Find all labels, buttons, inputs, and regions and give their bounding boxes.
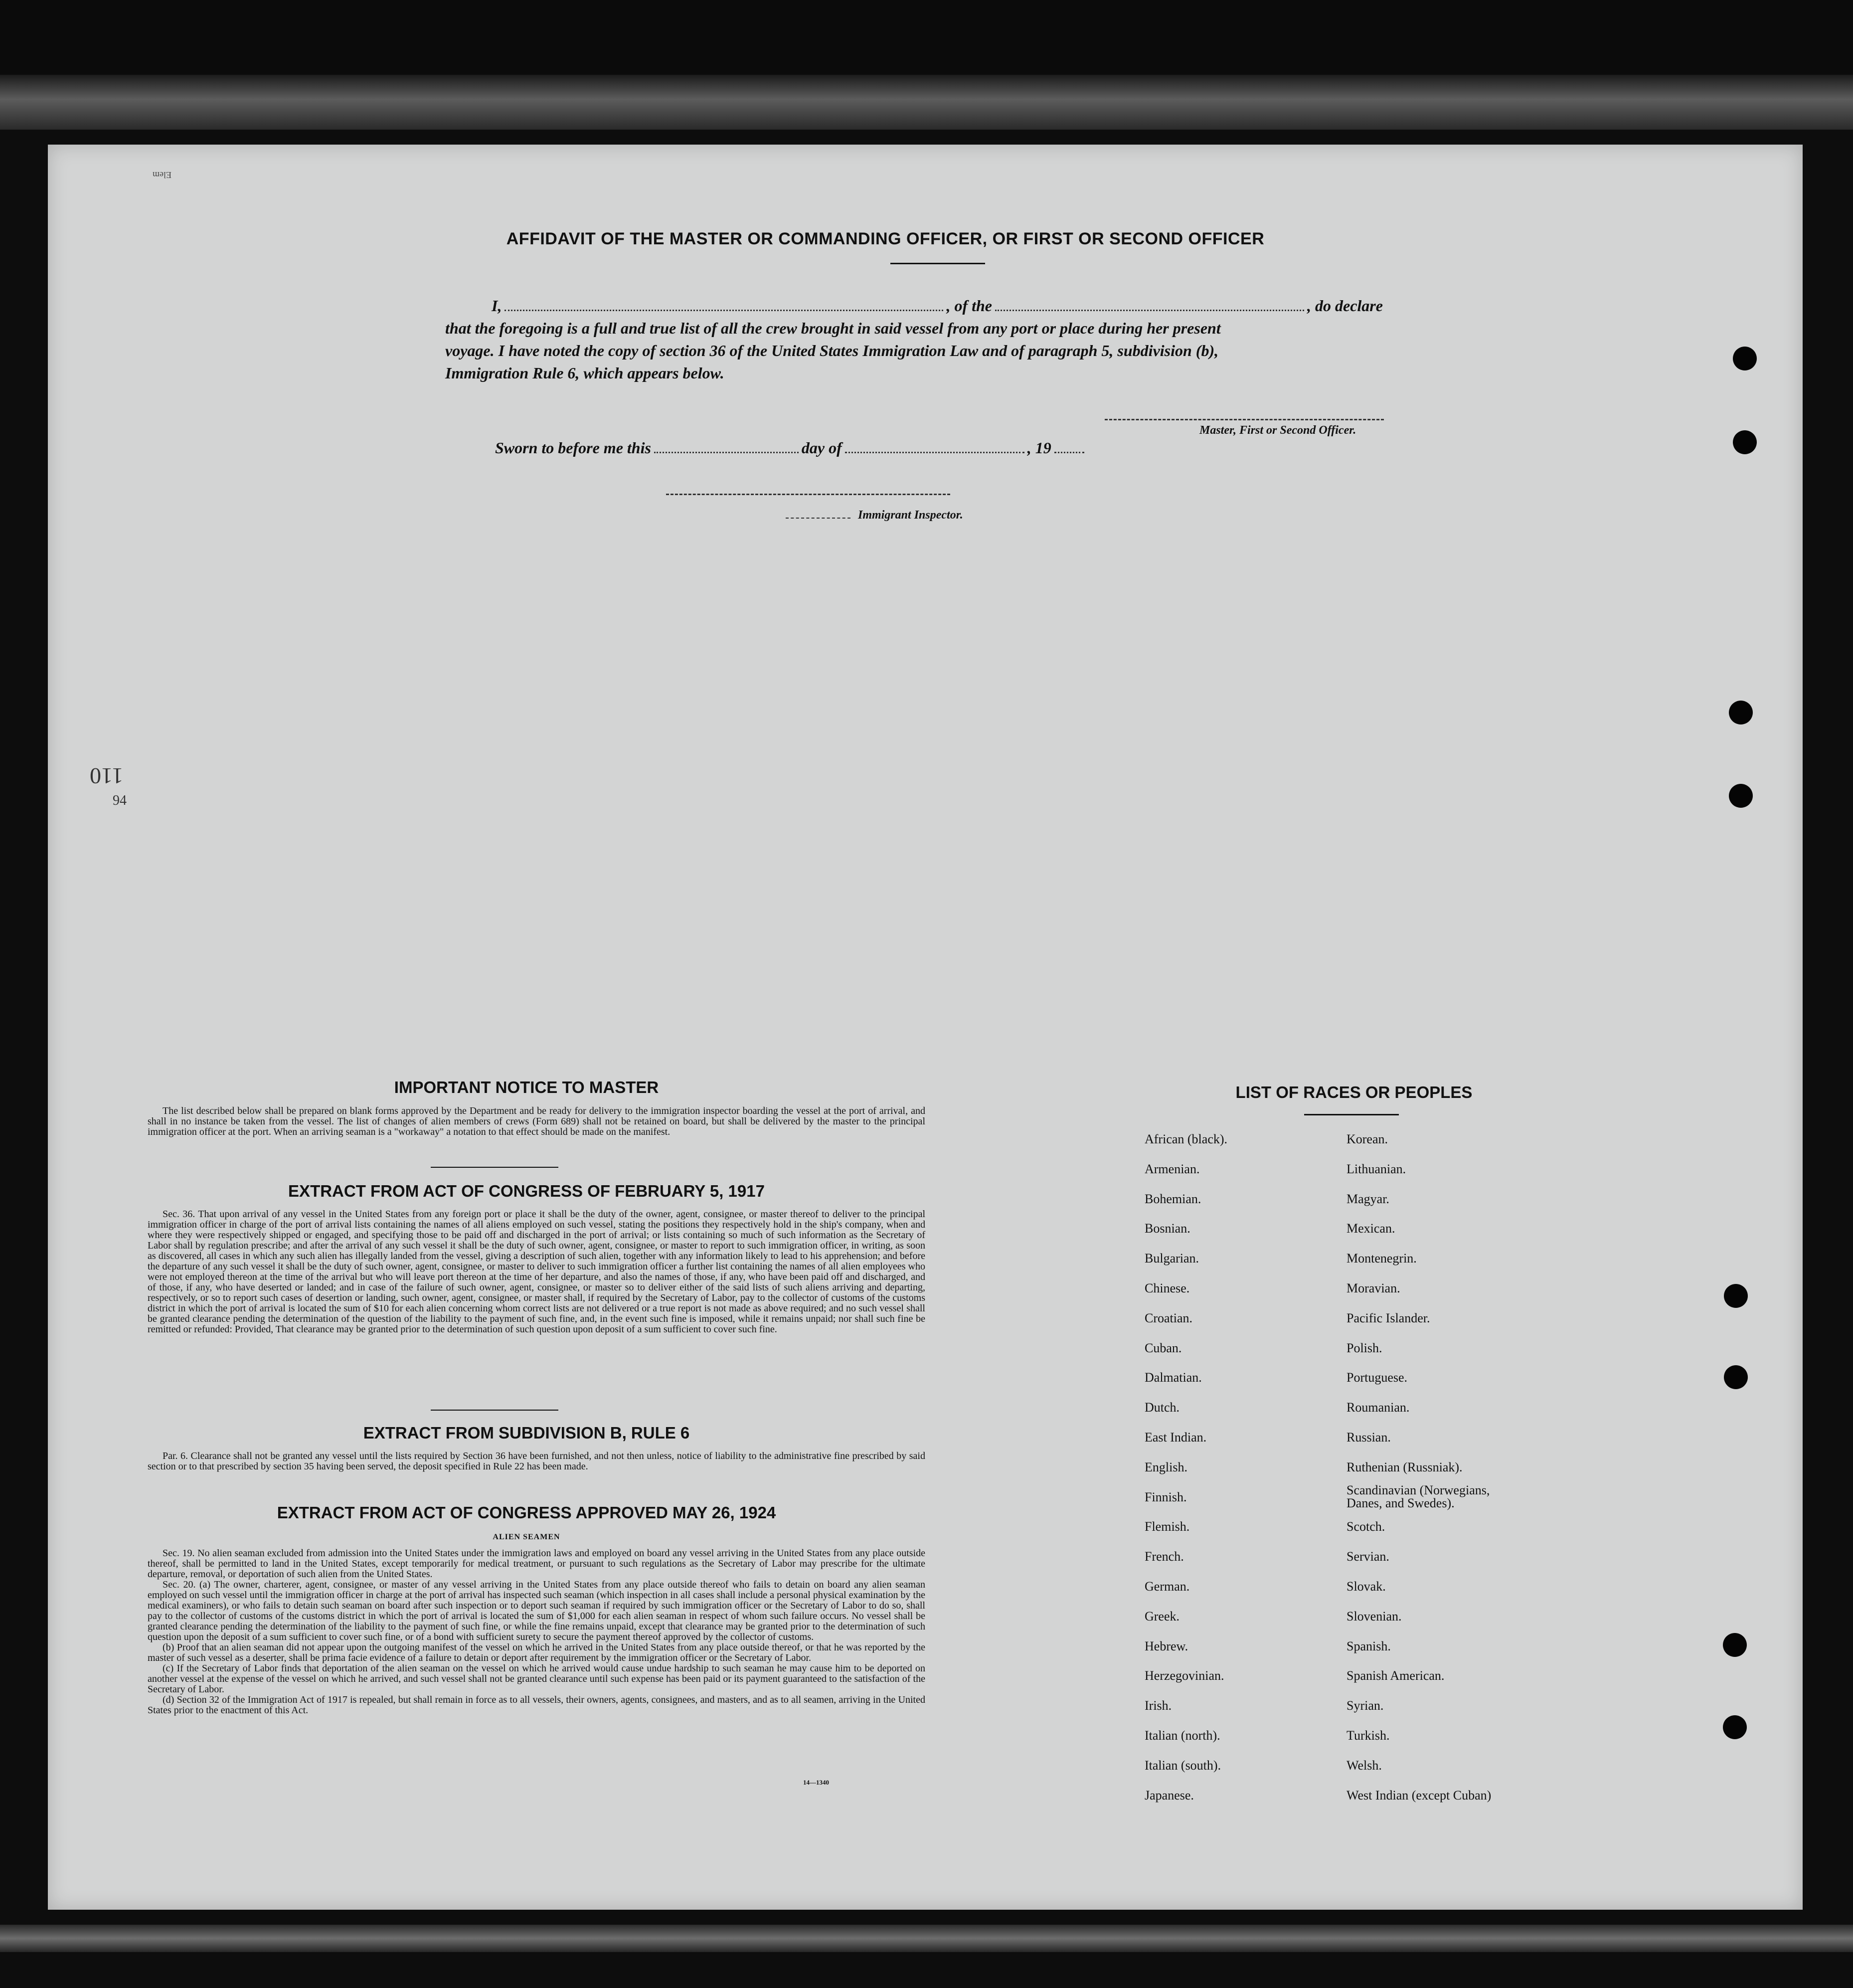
punch-hole [1723,1633,1747,1657]
people-item: Roumanian. [1347,1400,1410,1415]
sworn-month-blank[interactable] [845,452,1024,453]
people-item: English. [1145,1459,1187,1474]
punch-hole [1729,701,1753,724]
people-item: Italian (south). [1145,1758,1221,1773]
title-divider [890,263,985,264]
of-the-label: , of the [946,297,992,315]
affidavit-title: AFFIDAVIT OF THE MASTER OR COMMANDING OFFICER, OR FIRST OR SECOND OFFICER [506,229,1265,248]
extract-rule6-paragraph: Par. 6. Clearance shall not be granted any vessel until the lists required by Section 36 have been furnished, and not then unless, notice of liability to the administrative fine prescribed by said section or to that prescribed by section 35 having been served, the deposit specified in Rule 22 has been made. [148,1450,925,1472]
peoples-list [1145,1132,1643,1840]
people-item: Scotch. [1347,1519,1385,1534]
scanner-background-top [0,0,1853,75]
sworn-line [495,439,1087,457]
extract-rule6-text [148,1451,925,1472]
extract-1924-subtitle: ALIEN SEAMEN [493,1533,560,1541]
section-20c: (c) If the Secretary of Labor finds that deportation of the alien seaman on the vessel on which he arrived would cause undue hardship to such seaman he may cause him to be deported on another vessel at the expense of the vessel on which he arrived, and such vessel shall not be granted clearance until such expense has been paid or its payment guaranteed to the satisfaction of the Secretary of Labor. [148,1663,925,1695]
section-19: Sec. 19. No alien seaman excluded from admission into the United States under the immigration laws and employed on board any vessel arriving in the United States from any place outside thereof, shall be permitted to land in the United States, except temporarily for medical treatment, or pursuant to such regulations as the Secretary of Labor may prescribe for the ultimate departure, removal, or deportation of such alien from the United States. [148,1548,925,1580]
people-item: Russian. [1347,1430,1391,1445]
extract-rule6-title: EXTRACT FROM SUBDIVISION B, RULE 6 [363,1424,690,1442]
people-item: Moravian. [1347,1281,1400,1295]
inspector-dash [786,518,850,519]
notice-paragraph: The list described below shall be prepared on blank forms approved by the Department and be ready for delivery to the immigration inspector boarding the vessel at the port of arrival, and shall in no instance be taken from the vessel. The list of changes of alien members of crews (Form 689) shall not be retained on board, but shall be delivered by the master to the principal immigration officer at the port. When an arriving seaman is a "workaway" a notation to that effect should be made on the manifest. [148,1105,925,1137]
affidavit-body-line-3: Immigration Rule 6, which appears below. [445,364,724,382]
margin-mark-110: 110 [90,763,124,789]
people-item: Bulgarian. [1145,1251,1199,1266]
people-item: Korean. [1347,1132,1388,1146]
peoples-title: LIST OF RACES OR PEOPLES [1235,1083,1473,1101]
people-item: French. [1145,1549,1184,1564]
punch-hole [1724,1284,1748,1308]
people-item: Irish. [1145,1698,1172,1713]
scanner-edge-band-bottom [0,1925,1853,1952]
punch-hole [1733,347,1757,370]
people-item: Turkish. [1347,1728,1390,1743]
people-item: Servian. [1347,1549,1389,1564]
people-item: Dalmatian. [1145,1370,1202,1385]
document-page [48,145,1803,1910]
people-item: Greek. [1145,1609,1180,1624]
people-item: Pacific Islander. [1347,1310,1430,1325]
inspector-label: Immigrant Inspector. [858,509,963,522]
form-number: 14—1340 [803,1779,829,1786]
people-item: Italian (north). [1145,1728,1220,1743]
margin-mark-94: 94 [113,793,127,808]
margin-mark-top-left: Elem [153,170,171,180]
notice-text [148,1106,925,1137]
punch-hole [1723,1715,1747,1739]
i-label: I, [492,297,502,315]
extract-1917-text [148,1209,925,1335]
people-item: East Indian. [1145,1430,1207,1445]
people-item: Montenegrin. [1347,1251,1417,1266]
extract-1917-title: EXTRACT FROM ACT OF CONGRESS OF FEBRUARY 5, 1917 [288,1182,765,1200]
day-of-label: day of [801,439,842,457]
people-item: African (black). [1145,1132,1228,1146]
scanner-edge-band [0,75,1853,130]
year-prefix-label: , 19 [1027,439,1051,457]
people-item: Magyar. [1347,1191,1389,1206]
people-item: Chinese. [1145,1281,1190,1295]
sworn-year-blank[interactable] [1054,452,1084,453]
affidavit-body-line-1: that the foregoing is a full and true list of all the crew brought in said vessel from any port or place during her present [445,319,1221,337]
people-item: Croatian. [1145,1310,1193,1325]
people-item: Bohemian. [1145,1191,1201,1206]
people-item: Herzegovinian. [1145,1668,1224,1683]
punch-hole [1733,430,1757,454]
sworn-day-blank[interactable] [654,452,799,453]
peoples-title-divider [1304,1114,1399,1115]
people-item: Polish. [1347,1340,1382,1355]
extract-1917-paragraph: Sec. 36. That upon arrival of any vessel in the United States from any foreign port or place it shall be the duty of the owner, agent, consignee, or master thereof to deliver to the principal immigration officer in charge of the port of arrival lists containing the names of all aliens employed on such vessel, stating the positions they respectively hold in the ship's company, when and where they were respectively shipped or engaged, and specifying those to be paid off and discharged in the port of arrival; or lists containing so much of such information as the Secretary of Labor shall by regulation prescribe; and after the arrival of any such vessel it shall be the duty of such owner, agent, consignee, or master to report to such immigration officer, in writing, as soon as discovered, all cases in which any such alien has illegally landed from the vessel, giving a description of such alien, together with any information likely to lead to his apprehension; and before the departure of any such vessel it shall be the duty of such owner, agent, consignee, or master to deliver to such immigration officer a further list containing the names of all alien employees who were not employed thereon at the time of the arrival but who will leave port thereon at the time of her departure, and also the names of those, if any, who have been paid off and discharged, and of those, if any, who have deserted or landed; and in case of the failure of such owner, agent, consignee, or master so to deliver either of the said lists of such aliens arriving and departing, respectively, or so to report such cases of desertion or landing, such owner, agent, consignee, or master shall, if required by the Secretary of Labor, pay to the collector of customs of the customs district in which the port of arrival is located the sum of $10 for each alien concerning whom correct lists are not delivered or a true report is not made as above required; and no such vessel shall be granted clearance pending the determination of the question of the liability to the payment of such fine, and, in the event such fine is imposed, while it remains unpaid; nor shall such fine be remitted or refunded: Provided, That clearance may be granted prior to the determination of such question upon deposit of a sum sufficient to cover such fine. [148,1209,925,1335]
section-20d: (d) Section 32 of the Immigration Act of 1917 is repealed, but shall remain in force as to all vessels, their owners, agents, consignees, and masters, and as to all seamen, arriving in the United States prior to the enactment of this Act. [148,1694,925,1716]
sworn-label: Sworn to before me this [495,439,651,457]
people-item: Armenian. [1145,1161,1200,1176]
people-item: Cuban. [1145,1340,1182,1355]
people-item: West Indian (except Cuban) [1347,1788,1492,1803]
master-signature-line[interactable] [1105,419,1384,420]
people-item: Finnish. [1145,1489,1187,1504]
punch-hole [1724,1365,1748,1389]
people-item: Welsh. [1347,1758,1382,1773]
punch-hole [1729,784,1753,808]
extract-1924-title: EXTRACT FROM ACT OF CONGRESS APPROVED MAY 26, 1924 [277,1503,776,1522]
extract-1924-text [148,1548,925,1716]
people-item: Ruthenian (Russniak). [1347,1459,1463,1474]
inspector-signature-line[interactable] [666,494,950,495]
affidavit-body-line-2: voyage. I have noted the copy of section 36 of the United States Immigration Law and of paragraph 5, subdivision (b), [445,342,1219,360]
section-20b: (b) Proof that an alien seaman did not appear upon the outgoing manifest of the vessel on which he arrived in the United States from any place outside thereof, or that he was reported by the master of such vessel as a deserter, shall be prima facie evidence of a failure to detain or deport after requirement by the immigration officer or the Secretary of Labor. [148,1642,925,1663]
section-20a: Sec. 20. (a) The owner, charterer, agent, consignee, or master of any vessel arriving in the United States from any place outside thereof who fails to detain on board any alien seaman employed on such vessel until the immigration officer in charge at the port of arrival has inspected such seaman (which inspection in all cases shall include a personal physical examination by the medical examiners), or who fails to detain such seaman on board after such inspection or to deport such seaman if required by such immigration officer or the Secretary of Labor to do so, shall pay to the collector of customs of the customs district in which the port of arrival is located the sum of $1,000 for each alien seaman in respect of whom such failure occurs. No vessel shall be granted clearance pending the determination of the liability to the payment of such fine, or while the fine remains unpaid, except that clearance may be granted prior to the determination of such question upon the deposit of a sum sufficient to cover such fine, or of a bond with sufficient surety to secure the payment thereof approved by the collector of customs. [148,1579,925,1642]
people-item: Lithuanian. [1347,1161,1406,1176]
notice-title: IMPORTANT NOTICE TO MASTER [394,1078,659,1096]
vessel-blank[interactable] [995,310,1304,311]
people-item: Mexican. [1347,1221,1395,1236]
affidavit-declaration-line [492,297,1494,315]
people-item: Portuguese. [1347,1370,1408,1385]
master-signature-label: Master, First or Second Officer. [1199,424,1356,437]
do-declare-label: , do declare [1307,297,1383,315]
name-blank[interactable] [505,310,943,311]
people-item: Spanish American. [1347,1668,1445,1683]
divider [431,1167,558,1168]
people-item: German. [1145,1579,1190,1594]
people-item: Flemish. [1145,1519,1190,1534]
people-item: Japanese. [1145,1788,1194,1803]
people-item: Hebrew. [1145,1638,1188,1653]
people-item: Bosnian. [1145,1221,1190,1236]
people-item: Dutch. [1145,1400,1180,1415]
people-item: Slovak. [1347,1579,1386,1594]
people-item: Syrian. [1347,1698,1384,1713]
people-item: Spanish. [1347,1638,1391,1653]
people-item: Scandinavian (Norwegians, Danes, and Swedes). [1347,1482,1490,1510]
divider [431,1410,558,1411]
people-item: Slovenian. [1347,1609,1402,1624]
